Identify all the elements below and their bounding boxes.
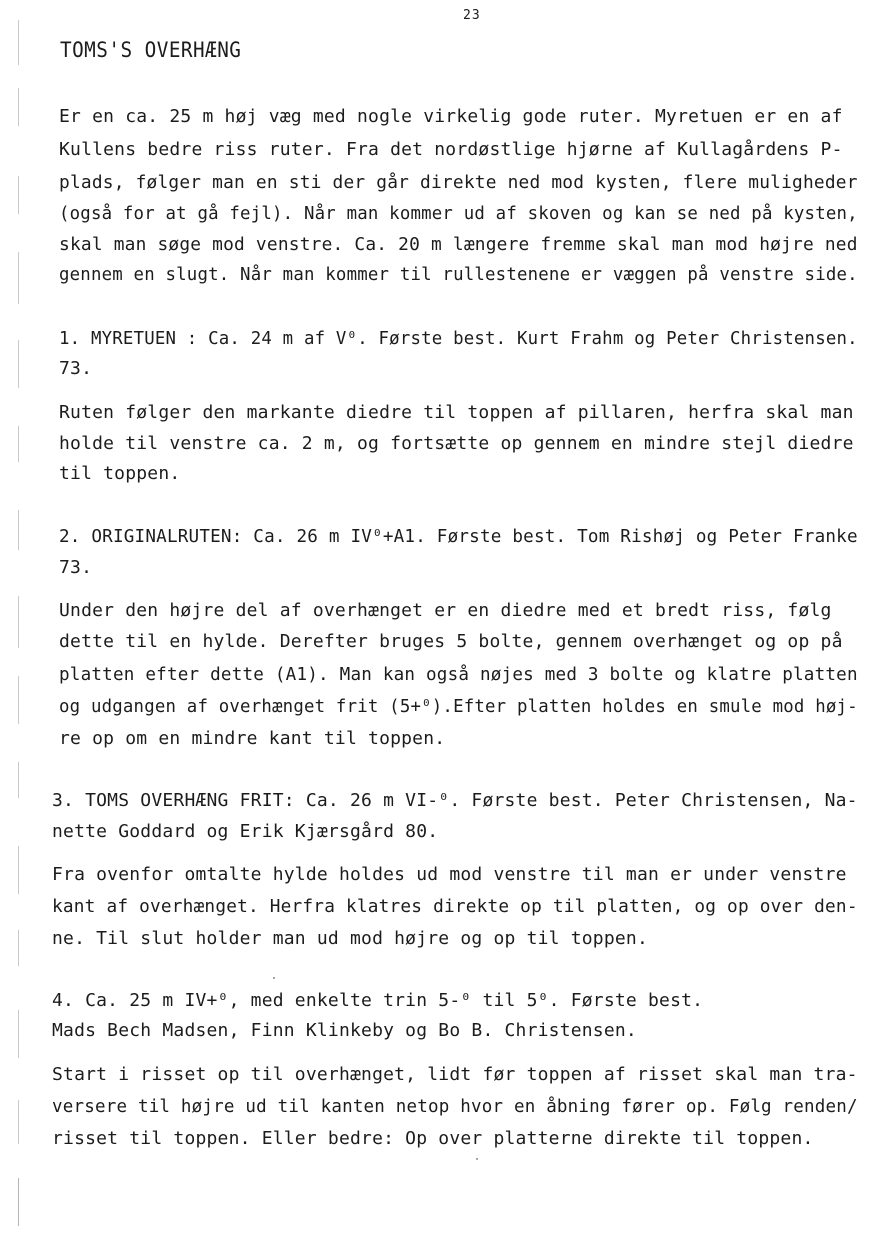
binding-mark bbox=[18, 1100, 27, 1144]
route-description-line: ne. Til slut holder man ud mod højre og op til toppen. bbox=[52, 928, 648, 949]
route-heading-myretuen: 1. MYRETUEN : Ca. 24 m af V⁰. Første best. Kurt Frahm og Peter Christensen. bbox=[59, 328, 858, 349]
route-description-line: holde til venstre ca. 2 m, og fortsætte op gennem en mindre stejl diedre bbox=[59, 433, 854, 454]
intro-line: Kullens bedre riss ruter. Fra det nordøstlige hjørne af Kullagårdens P- bbox=[59, 139, 843, 160]
binding-mark bbox=[18, 88, 27, 126]
binding-mark bbox=[18, 340, 27, 388]
route-description-line: dette til en hylde. Derefter bruges 5 bolte, gennem overhænget og op på bbox=[59, 631, 843, 652]
binding-mark bbox=[18, 762, 27, 798]
speck-mark bbox=[273, 977, 275, 979]
page-number: 23 bbox=[463, 8, 481, 23]
page-title: TOMS'S OVERHÆNG bbox=[60, 38, 242, 62]
route-description-line: risset til toppen. Eller bedre: Op over platterne direkte til toppen. bbox=[52, 1128, 814, 1149]
binding-mark bbox=[18, 1010, 27, 1058]
route-description-line: Ruten følger den markante diedre til toppen af pillaren, herfra skal man bbox=[59, 402, 854, 423]
binding-mark bbox=[18, 252, 27, 304]
route-heading-originalruten: 2. ORIGINALRUTEN: Ca. 26 m IV⁰+A1. Første best. Tom Rishøj og Peter Franke bbox=[59, 526, 858, 547]
route-description-line: versere til højre ud til kanten netop hvor en åbning fører op. Følg renden/ bbox=[52, 1096, 858, 1117]
route-heading-line: nette Goddard og Erik Kjærsgård 80. bbox=[52, 821, 439, 842]
binding-mark bbox=[18, 176, 27, 214]
route-description-line: Start i risset op til overhænget, lidt før toppen af risset skal man tra- bbox=[52, 1064, 858, 1085]
binding-mark bbox=[18, 510, 27, 550]
binding-mark bbox=[18, 20, 27, 65]
route-description-line: kant af overhænget. Herfra klatres direkte op til platten, og op over den- bbox=[52, 896, 858, 917]
intro-line: gennem en slugt. Når man kommer til rullestenene er væggen på venstre side. bbox=[59, 264, 858, 285]
route-heading-toms-overhaeng-frit: 3. TOMS OVERHÆNG FRIT: Ca. 26 m VI-⁰. Første best. Peter Christensen, Na- bbox=[52, 790, 858, 811]
intro-line: skal man søge mod venstre. Ca. 20 m længere fremme skal man mod højre ned bbox=[59, 234, 858, 255]
route-heading-line: 73. bbox=[59, 358, 93, 379]
route-description-line: til toppen. bbox=[59, 463, 181, 484]
route-heading-line: Mads Bech Madsen, Finn Klinkeby og Bo B. Christensen. bbox=[52, 1020, 637, 1041]
route-heading-4: 4. Ca. 25 m IV+⁰, med enkelte trin 5-⁰ til 5⁰. Første best. bbox=[52, 990, 704, 1011]
route-description-line: re op om en mindre kant til toppen. bbox=[59, 728, 446, 749]
binding-mark bbox=[18, 930, 27, 966]
binding-mark bbox=[18, 676, 27, 724]
route-description-line: Fra ovenfor omtalte hylde holdes ud mod venstre til man er under venstre bbox=[52, 864, 847, 885]
binding-mark bbox=[18, 426, 27, 462]
intro-line: (også for at gå fejl). Når man kommer ud af skoven og kan se ned på kysten, bbox=[59, 203, 858, 224]
route-description-line: og udgangen af overhænget frit (5+⁰).Efter platten holdes en smule mod høj- bbox=[59, 696, 858, 717]
binding-mark bbox=[18, 596, 27, 648]
binding-mark bbox=[18, 846, 27, 894]
binding-mark bbox=[18, 1178, 27, 1226]
intro-line: Er en ca. 25 m høj væg med nogle virkelig gode ruter. Myretuen er en af bbox=[59, 106, 843, 127]
speck-mark bbox=[476, 1158, 478, 1160]
route-heading-line: 73. bbox=[59, 557, 93, 578]
route-description-line: Under den højre del af overhænget er en diedre med et bredt riss, følg bbox=[59, 600, 832, 621]
route-description-line: platten efter dette (A1). Man kan også nøjes med 3 bolte og klatre platten bbox=[59, 664, 858, 685]
intro-line: plads, følger man en sti der går direkte ned mod kysten, flere muligheder bbox=[59, 172, 858, 193]
